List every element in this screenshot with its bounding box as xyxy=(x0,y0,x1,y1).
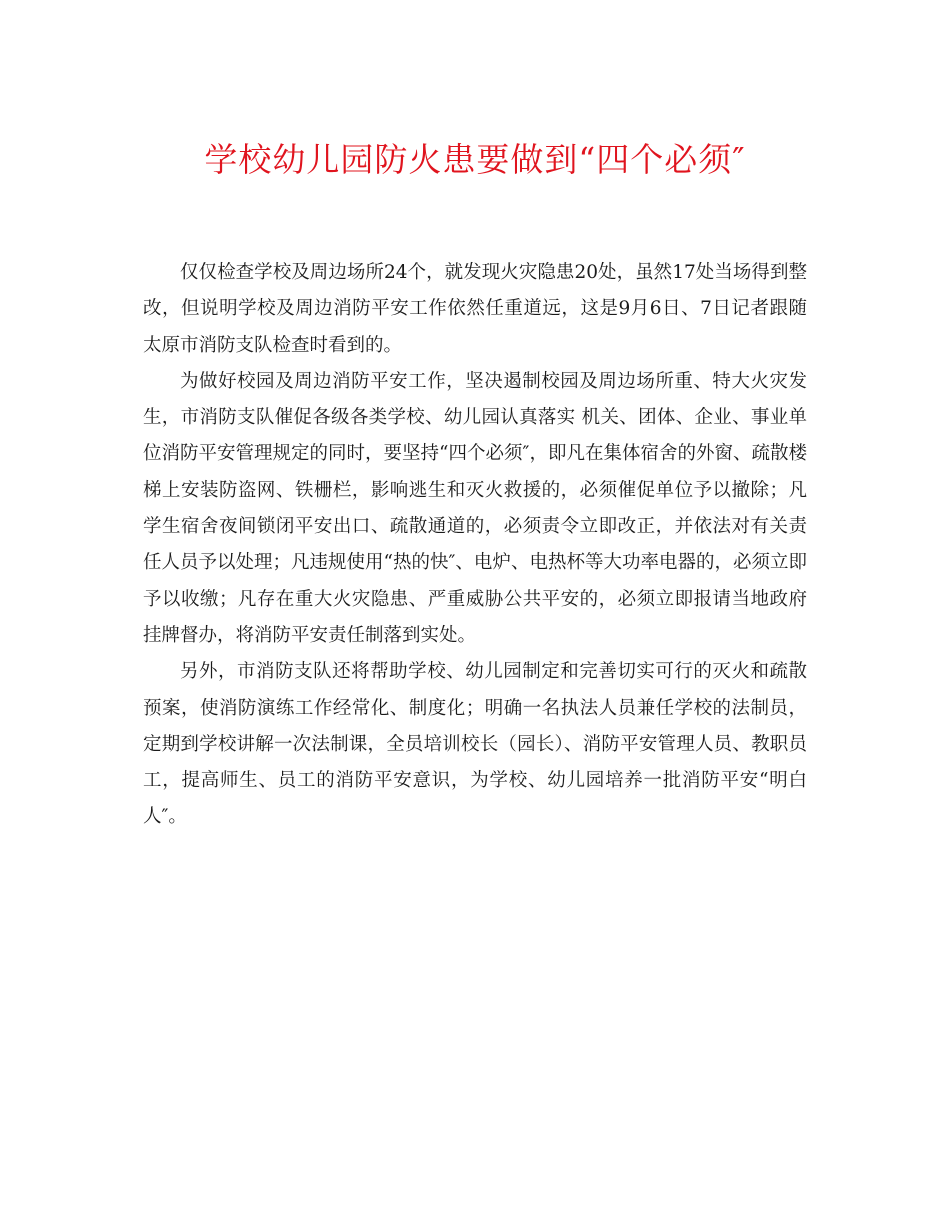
document-title: 学校幼儿园防火患要做到“四个必须″ xyxy=(204,140,746,179)
paragraph-3: 另外，市消防支队还将帮助学校、幼儿园制定和完善切实可行的灭火和疏散预案，使消防演练工作经常化、制度化；明确一名执法人员兼任学校的法制员，定期到学校讲解一次法制课，全员培训校长（园长）、消防平安管理人员、教职员工，提高师生、员工的消防平安意识，为学校、幼儿园培养一批消防平安“明白人″。 xyxy=(143,661,807,828)
paragraph-2: 为做好校园及周边消防平安工作，坚决遏制校园及周边场所重、特大火灾发生，市消防支队催促各级各类学校、幼儿园认真落实 机关、团体、企业、事业单位消防平安管理规定的同时，要坚持“四个必须″，即凡在集体宿舍的外窗、疏散楼梯上安装防盗网、铁栅栏，影响逃生和灭火救援的，必须催促单位予以撤除；凡学生宿舍夜间锁闭平安出口、疏散通道的，必须责令立即改正，并依法对有关责任人员予以处理；凡违规使用“热的快″、电炉、电热杯等大功率电器的，必须立即予以收缴；凡存在重大火灾隐患、严重威胁公共平安的，必须立即报请当地政府挂牌督办，将消防平安责任制落到实处。 xyxy=(143,370,807,646)
document-body xyxy=(143,255,807,836)
paragraph-1: 仅仅检查学校及周边场所24个，就发现火灾隐患20处，虽然17处当场得到整改，但说明学校及周边消防平安工作依然任重道远，这是9月6日、7日记者跟随太原市消防支队检查时看到的。 xyxy=(143,262,807,356)
